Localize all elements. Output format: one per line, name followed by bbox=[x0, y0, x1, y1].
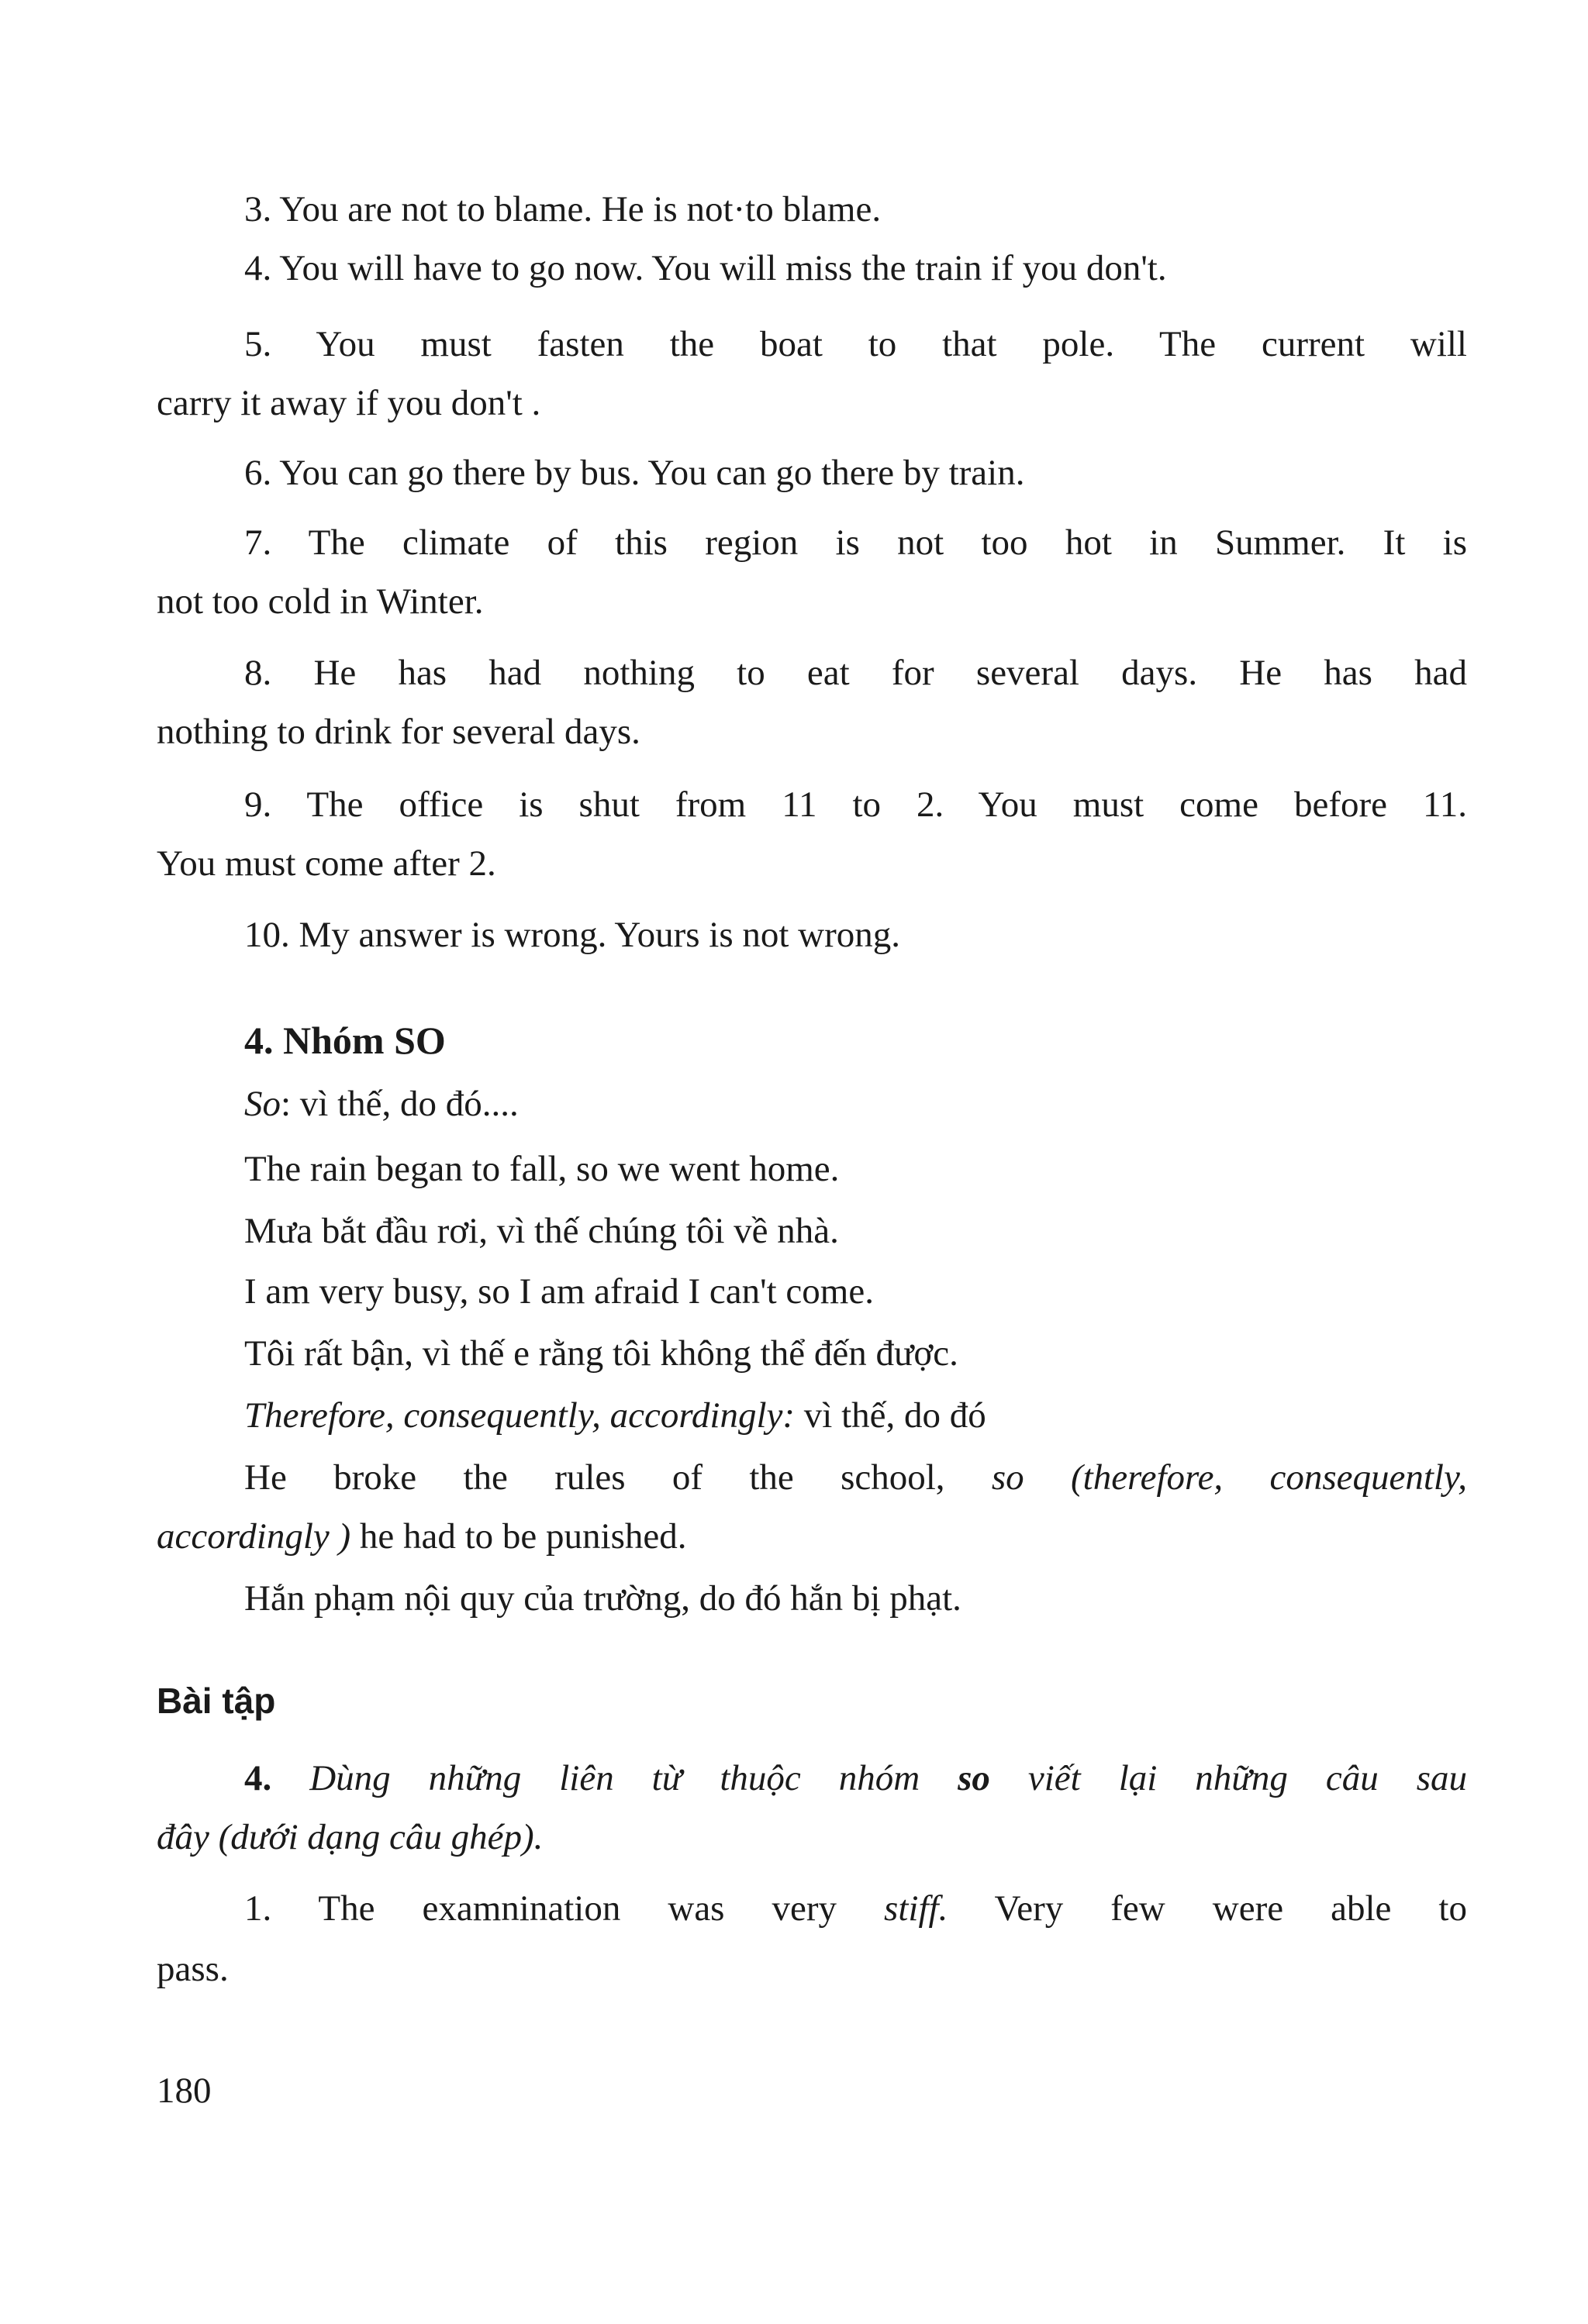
list-item-9-line-1: 9. The office is shut from 11 to 2. You must come before 11. bbox=[244, 784, 1467, 825]
list-item-5-line-1: 5. You must fasten the boat to that pole. The current will bbox=[244, 324, 1467, 364]
exercise-item-1-line-2: pass. bbox=[157, 1949, 229, 1989]
exercise-number: 4. bbox=[244, 1758, 272, 1798]
section-title: 4. Nhóm SO bbox=[244, 1019, 446, 1062]
list-item-4: 4. You will have to go now. You will miss the train if you don't. bbox=[244, 248, 1167, 288]
example-3-text: He broke the rules of the school, bbox=[244, 1457, 992, 1498]
item-1-text: 1. The examnination was very bbox=[244, 1888, 885, 1929]
list-item-6: 6. You can go there by bus. You can go there by train. bbox=[244, 453, 1025, 493]
example-3-text-end: he had to be punished. bbox=[350, 1516, 687, 1557]
so-definition bbox=[244, 1081, 1467, 1127]
exercise-instruction-line-1 bbox=[244, 1755, 1467, 1802]
list-item-8-line-1: 8. He has had nothing to eat for several days. He has had bbox=[244, 653, 1467, 693]
example-3-conjunctions: so (therefore, consequently, bbox=[991, 1457, 1468, 1498]
list-item-9-line-2: You must come after 2. bbox=[157, 843, 496, 884]
example-3-line-2 bbox=[157, 1513, 1467, 1560]
item-1-italic-word: stiff. bbox=[884, 1888, 948, 1929]
example-1-translation: Mưa bắt đầu rơi, vì thế chúng tôi về nhà. bbox=[244, 1211, 839, 1251]
therefore-definition bbox=[244, 1392, 1467, 1439]
exercise-title: Bài tập bbox=[157, 1681, 276, 1721]
example-3-conjunction-end: accordingly ) bbox=[157, 1516, 351, 1557]
example-3-translation: Hắn phạm nội quy của trường, do đó hắn bị phạt. bbox=[244, 1578, 961, 1619]
list-item-3: 3. You are not to blame. He is not·to blame. bbox=[244, 189, 882, 229]
instruction-text-end: viết lại những câu sau bbox=[989, 1758, 1467, 1798]
list-item-7-line-2: not too cold in Winter. bbox=[157, 581, 484, 622]
list-item-10: 10. My answer is wrong. Yours is not wrong. bbox=[244, 915, 901, 955]
item-1-text-end: Very few were able to bbox=[948, 1888, 1467, 1929]
exercise-item-1-line-1 bbox=[244, 1885, 1467, 1932]
example-2-translation: Tôi rất bận, vì thế e rằng tôi không thể đến được. bbox=[244, 1333, 958, 1374]
example-3-line-1 bbox=[244, 1454, 1467, 1501]
page-number: 180 bbox=[157, 2071, 212, 2111]
example-1: The rain began to fall, so we went home. bbox=[244, 1149, 840, 1189]
list-item-7-line-1: 7. The climate of this region is not too hot in Summer. It is bbox=[244, 522, 1467, 563]
therefore-terms: Therefore, consequently, accordingly: bbox=[244, 1395, 796, 1436]
list-item-5-line-2: carry it away if you don't . bbox=[157, 383, 541, 423]
exercise-instruction-line-2: đây (dưới dạng câu ghép). bbox=[157, 1817, 544, 1857]
therefore-meaning: vì thế, do đó bbox=[795, 1395, 986, 1436]
list-item-8-line-2: nothing to drink for several days. bbox=[157, 712, 640, 752]
example-2: I am very busy, so I am afraid I can't come. bbox=[244, 1271, 874, 1312]
so-term: So bbox=[244, 1084, 281, 1124]
instruction-keyword: so bbox=[958, 1758, 990, 1798]
so-meaning: : vì thế, do đó.... bbox=[281, 1084, 519, 1124]
instruction-text: Dùng những liên từ thuộc nhóm bbox=[271, 1758, 958, 1798]
